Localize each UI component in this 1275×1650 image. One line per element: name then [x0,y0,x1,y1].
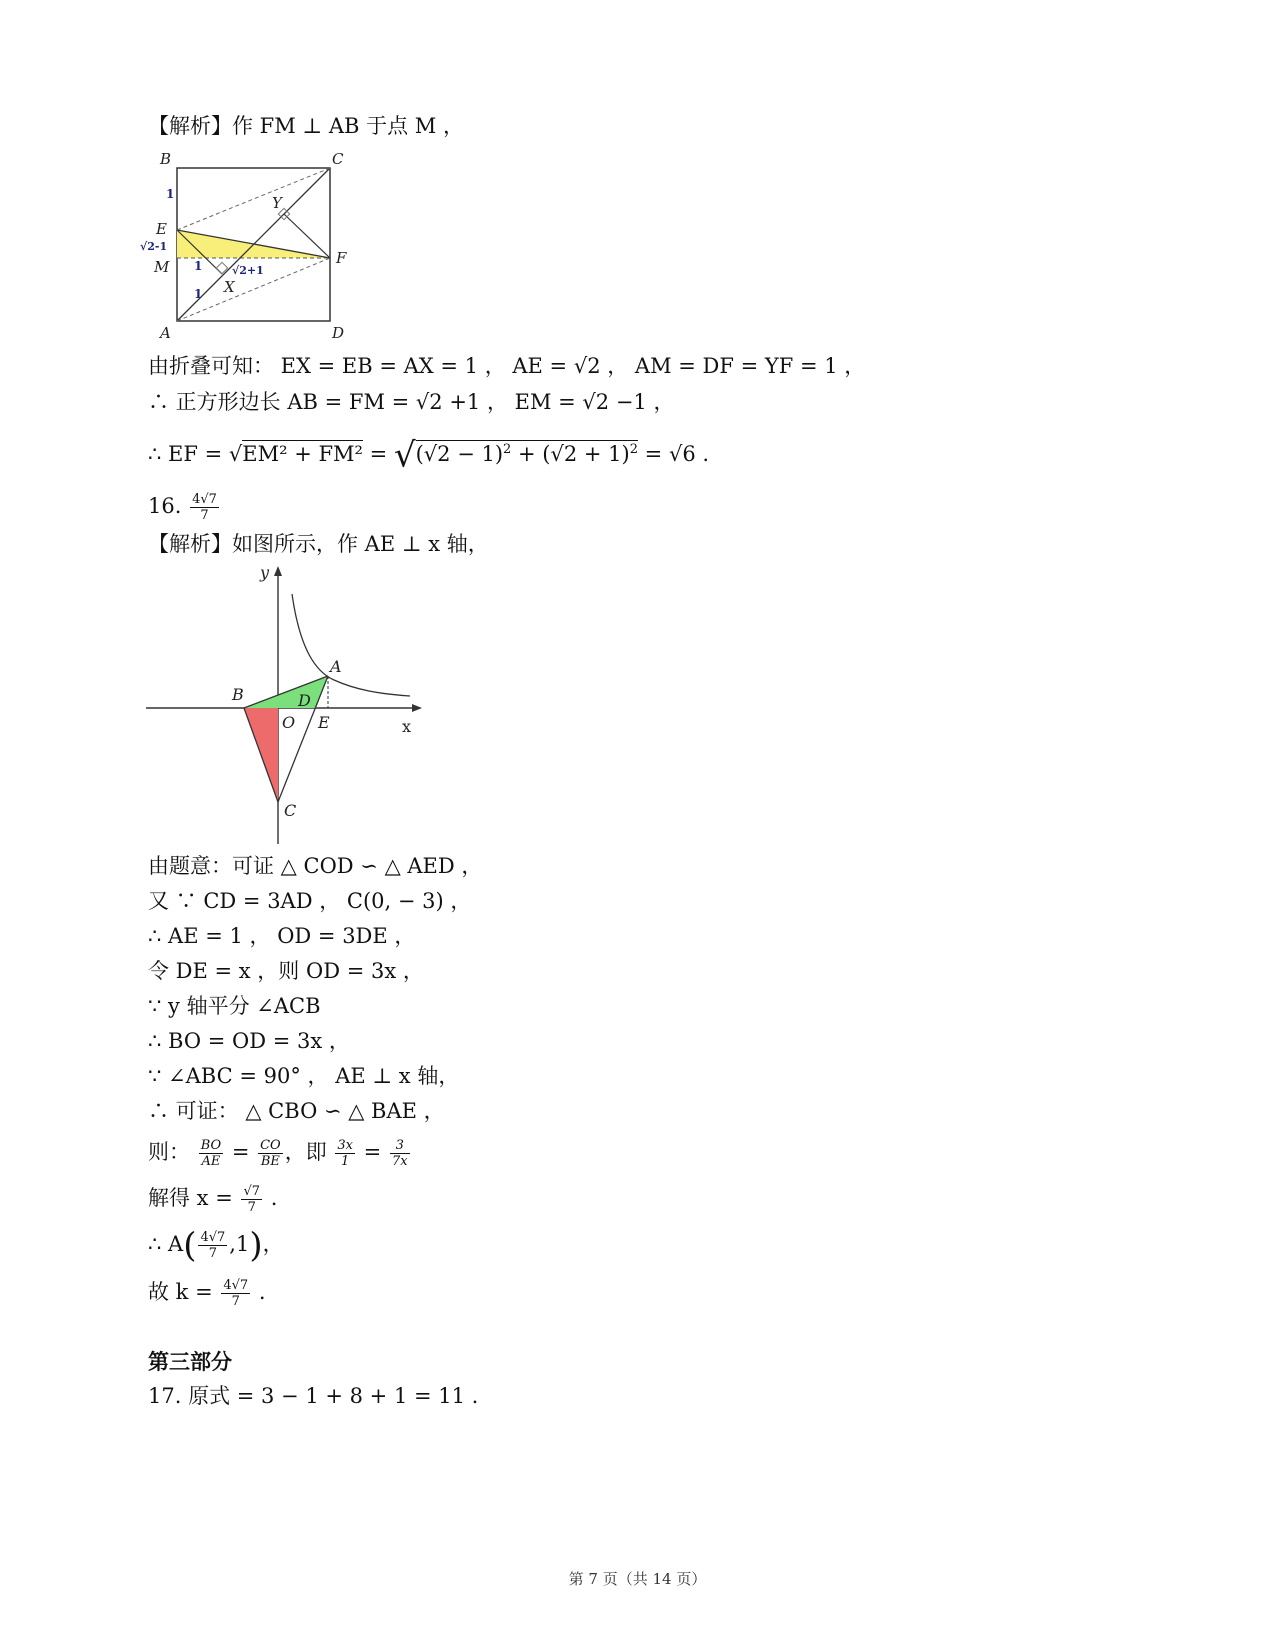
point-a-label: ∴ A [148,1232,184,1256]
fraction-k-value: $\frac{4√7}{7}$ [223,1278,249,1309]
ef-result: = √6 . [638,442,710,466]
comma: ， [262,1232,284,1256]
period: . [270,1186,278,1210]
question-16-number: 16. [148,494,182,518]
analysis-line-12: ∵ ∠ABC = 90° ， AE ⊥ x 轴， [148,1064,460,1088]
analysis-line-10: ∵ y 轴平分 ∠ACB [148,994,321,1018]
analysis-line-16: ∴ A( $\frac{4√7}{7}$ ,1)， [148,1225,284,1266]
label-one-top: 1 [166,187,175,201]
label-y-axis: y [260,563,270,582]
ef-equals: = [362,442,394,466]
fraction-bo-ae: $\frac{BO}{AE}$ [200,1138,222,1169]
point-a-y: ,1 [229,1232,250,1256]
fraction-3-7x: $\frac{3}{7x}$ [391,1138,408,1169]
analysis-line-17 [148,1278,266,1309]
label-A: A [160,324,171,342]
label-B: B [160,150,172,168]
fraction-a-x: $\frac{4√7}{7}$ [200,1230,226,1261]
analysis-line-5: 【解析】如图所示，作 AE ⊥ x 轴， [148,532,489,556]
fraction-co-be: $\frac{CO}{BE}$ [260,1138,281,1169]
label-D: D [298,691,311,710]
label-A: A [330,657,342,676]
label-B: B [232,685,244,704]
label-X: X [224,278,235,296]
analysis-line-2: 由折叠可知： EX = EB = AX = 1 ， AE = √2 ， AM = DF = YF = 1 ， [148,354,866,378]
analysis-line-4: ∴ EF = $√EM^2 + FM^2 = √(√2 - 1)^2 + (√2 + 1)^2 = √6$ . [148,435,710,476]
section-3-heading: 第三部分 [148,1350,232,1374]
label-x-axis: x [402,717,412,736]
label-E: E [156,220,167,238]
analysis-line-6: 由题意：可证 △ COD ∽ △ AED ， [148,854,483,878]
therefore-k-label: 故 k = [148,1280,213,1304]
label-M: M [154,258,170,276]
ef-term-2: + (√2 + 1) [511,442,630,466]
square-fold-figure [140,146,360,342]
page-footer: 第 7 页（共 14 页） [568,1570,707,1588]
answer-fraction: $\frac{4√7}{7}$ [192,492,217,523]
question-17-answer: 17. 原式 = 3 − 1 + 8 + 1 = 11 . [148,1384,479,1408]
label-F: F [336,249,347,267]
label-C: C [284,801,297,820]
period: . [258,1280,266,1304]
analysis-line-13: ∴ 可证： △ CBO ∽ △ BAE ， [148,1099,445,1123]
fraction-3x-1: $\frac{3x}{1}$ [337,1138,353,1169]
then-label: 则： [148,1140,190,1164]
coordinate-figure [140,560,435,848]
label-one-mid: 1 [194,259,203,273]
ef-prefix: ∴ EF = [148,442,229,466]
label-D: D [332,324,345,342]
label-root2-plus-1: √2+1 [232,264,264,277]
label-E: E [318,713,330,732]
analysis-line-14: 则： $\frac{BO}{AE}$ = $\frac{CO}{BE}$ ，即 $\frac{3x}{1}$ = $\frac{3}{7x}$ [148,1138,408,1169]
ef-sup-2: 2 [629,442,638,457]
namely-label: ，即 [284,1140,327,1164]
analysis-line-1: 【解析】作 FM ⊥ AB 于点 M ， [148,114,464,138]
ef-inner-sqrt: EM² + FM² [242,442,363,466]
label-Y: Y [272,194,282,212]
label-O: O [282,713,296,732]
question-16-answer [148,492,221,523]
analysis-line-15 [148,1184,277,1215]
analysis-line-9: 令 DE = x ，则 OD = 3x ， [148,959,424,983]
analysis-line-3: ∴ 正方形边长 AB = FM = √2 +1 ， EM = √2 −1 ， [148,390,675,414]
solve-label: 解得 x = [148,1186,233,1210]
analysis-line-11: ∴ BO = OD = 3x ， [148,1029,350,1053]
label-one-bot: 1 [194,287,203,301]
ef-sup-1: 2 [503,442,512,457]
ef-term-1: (√2 − 1) [415,442,504,466]
analysis-line-8: ∴ AE = 1 ， OD = 3DE ， [148,924,416,948]
label-root2-minus-1: √2-1 [140,240,168,253]
label-C: C [332,150,344,168]
analysis-line-7: 又 ∵ CD = 3AD ， C(0, − 3) ， [148,889,472,913]
fraction-x-value: $\frac{√7}{7}$ [243,1184,261,1215]
